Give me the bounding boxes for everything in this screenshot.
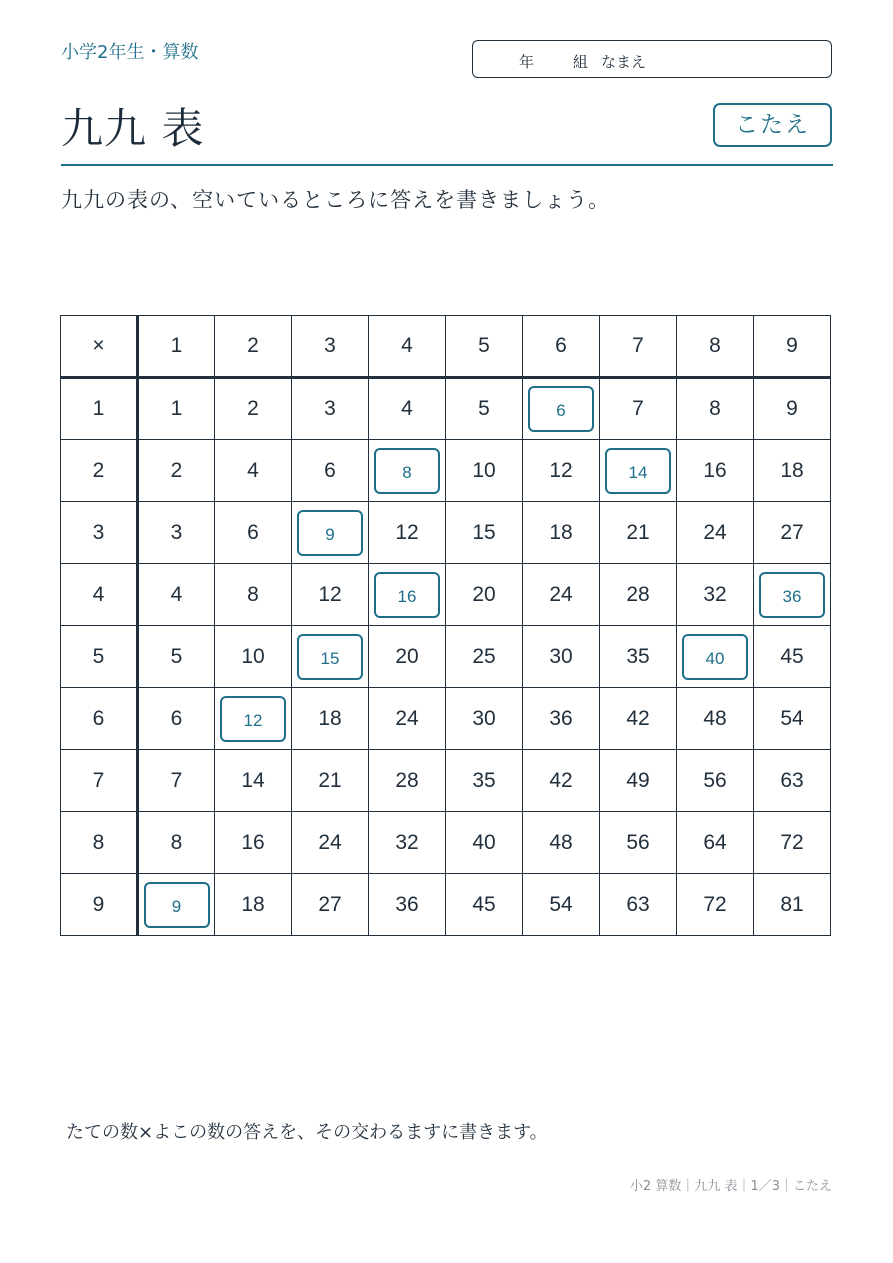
- product-cell: 42: [523, 750, 600, 812]
- product-cell: 72: [677, 874, 754, 936]
- product-cell: 63: [754, 750, 831, 812]
- filled-answer: 14: [605, 448, 671, 494]
- filled-answer: 6: [528, 386, 594, 432]
- answer-cell: [292, 626, 369, 688]
- product-cell: 24: [523, 564, 600, 626]
- product-cell: 3: [292, 378, 369, 440]
- answer-key-badge: こたえ: [713, 103, 832, 147]
- filled-answer: 40: [682, 634, 748, 680]
- product-cell: 6: [292, 440, 369, 502]
- column-header: 2: [215, 316, 292, 378]
- column-header: 9: [754, 316, 831, 378]
- title-divider: [61, 164, 833, 166]
- product-cell: 18: [215, 874, 292, 936]
- product-cell: 54: [523, 874, 600, 936]
- name-label: なまえ: [601, 53, 647, 71]
- product-cell: 81: [754, 874, 831, 936]
- product-cell: 4: [215, 440, 292, 502]
- name-field-box[interactable]: [472, 40, 832, 78]
- product-cell: 8: [677, 378, 754, 440]
- product-cell: 2: [215, 378, 292, 440]
- filled-answer: 8: [374, 448, 440, 494]
- answer-cell: [600, 440, 677, 502]
- filled-answer: 9: [297, 510, 363, 556]
- class-label: 組: [573, 53, 589, 71]
- product-cell: 45: [446, 874, 523, 936]
- product-cell: 5: [138, 626, 215, 688]
- product-cell: 24: [369, 688, 446, 750]
- product-cell: 12: [292, 564, 369, 626]
- product-cell: 35: [600, 626, 677, 688]
- product-cell: 7: [600, 378, 677, 440]
- filled-answer: 16: [374, 572, 440, 618]
- product-cell: 36: [523, 688, 600, 750]
- answer-cell: [369, 440, 446, 502]
- page-title: 九九 表: [61, 104, 205, 153]
- product-cell: 48: [677, 688, 754, 750]
- column-header: 4: [369, 316, 446, 378]
- product-cell: 27: [292, 874, 369, 936]
- column-header: 8: [677, 316, 754, 378]
- table-row: [61, 440, 831, 502]
- answer-cell: [138, 874, 215, 936]
- column-header: 7: [600, 316, 677, 378]
- grade-subject-label: 小学2年生・算数: [61, 42, 199, 63]
- table-header-row: [61, 316, 831, 378]
- product-cell: 10: [215, 626, 292, 688]
- product-cell: 4: [369, 378, 446, 440]
- year-label: 年: [519, 53, 535, 71]
- product-cell: 15: [446, 502, 523, 564]
- multiplication-table: [60, 315, 831, 936]
- table-row: [61, 688, 831, 750]
- row-header: 5: [61, 626, 138, 688]
- row-header: 8: [61, 812, 138, 874]
- product-cell: 16: [677, 440, 754, 502]
- product-cell: 21: [292, 750, 369, 812]
- table-row: [61, 564, 831, 626]
- product-cell: 6: [215, 502, 292, 564]
- page-footer: 小2 算数｜九九 表｜1／3｜こたえ: [629, 1179, 832, 1194]
- column-header: 5: [446, 316, 523, 378]
- product-cell: 1: [138, 378, 215, 440]
- answer-cell: [677, 626, 754, 688]
- product-cell: 30: [523, 626, 600, 688]
- product-cell: 25: [446, 626, 523, 688]
- column-header: 1: [138, 316, 215, 378]
- product-cell: 54: [754, 688, 831, 750]
- product-cell: 9: [754, 378, 831, 440]
- answer-cell: [523, 378, 600, 440]
- answer-cell: [292, 502, 369, 564]
- filled-answer: 36: [759, 572, 825, 618]
- product-cell: 35: [446, 750, 523, 812]
- product-cell: 20: [446, 564, 523, 626]
- table-row: [61, 502, 831, 564]
- product-cell: 24: [292, 812, 369, 874]
- product-cell: 12: [369, 502, 446, 564]
- product-cell: 2: [138, 440, 215, 502]
- explanation-note: たての数×よこの数の答えを、その交わるますに書きます。: [66, 1122, 548, 1143]
- column-header: 6: [523, 316, 600, 378]
- product-cell: 20: [369, 626, 446, 688]
- product-cell: 48: [523, 812, 600, 874]
- instruction-text: 九九の表の、空いているところに答えを書きましょう。: [61, 188, 611, 212]
- row-header: 4: [61, 564, 138, 626]
- product-cell: 36: [369, 874, 446, 936]
- product-cell: 3: [138, 502, 215, 564]
- product-cell: 40: [446, 812, 523, 874]
- product-cell: 30: [446, 688, 523, 750]
- product-cell: 42: [600, 688, 677, 750]
- product-cell: 8: [138, 812, 215, 874]
- filled-answer: 15: [297, 634, 363, 680]
- row-header: 1: [61, 378, 138, 440]
- table-row: [61, 750, 831, 812]
- product-cell: 63: [600, 874, 677, 936]
- product-cell: 5: [446, 378, 523, 440]
- product-cell: 8: [215, 564, 292, 626]
- product-cell: 27: [754, 502, 831, 564]
- row-header: 9: [61, 874, 138, 936]
- product-cell: 72: [754, 812, 831, 874]
- table-row: [61, 378, 831, 440]
- row-header: 3: [61, 502, 138, 564]
- product-cell: 28: [600, 564, 677, 626]
- product-cell: 32: [677, 564, 754, 626]
- product-cell: 56: [677, 750, 754, 812]
- product-cell: 7: [138, 750, 215, 812]
- product-cell: 64: [677, 812, 754, 874]
- answer-cell: [215, 688, 292, 750]
- product-cell: 56: [600, 812, 677, 874]
- filled-answer: 12: [220, 696, 286, 742]
- table-row: [61, 874, 831, 936]
- row-header: 6: [61, 688, 138, 750]
- product-cell: 10: [446, 440, 523, 502]
- product-cell: 4: [138, 564, 215, 626]
- product-cell: 6: [138, 688, 215, 750]
- product-cell: 45: [754, 626, 831, 688]
- product-cell: 18: [292, 688, 369, 750]
- product-cell: 16: [215, 812, 292, 874]
- product-cell: 12: [523, 440, 600, 502]
- table-row: [61, 626, 831, 688]
- column-header: 3: [292, 316, 369, 378]
- answer-cell: [754, 564, 831, 626]
- product-cell: 32: [369, 812, 446, 874]
- row-header: 2: [61, 440, 138, 502]
- times-sign-corner: ×: [61, 316, 138, 378]
- answer-cell: [369, 564, 446, 626]
- product-cell: 18: [523, 502, 600, 564]
- product-cell: 24: [677, 502, 754, 564]
- product-cell: 28: [369, 750, 446, 812]
- product-cell: 49: [600, 750, 677, 812]
- product-cell: 21: [600, 502, 677, 564]
- table-row: [61, 812, 831, 874]
- product-cell: 14: [215, 750, 292, 812]
- product-cell: 18: [754, 440, 831, 502]
- filled-answer: 9: [144, 882, 210, 928]
- row-header: 7: [61, 750, 138, 812]
